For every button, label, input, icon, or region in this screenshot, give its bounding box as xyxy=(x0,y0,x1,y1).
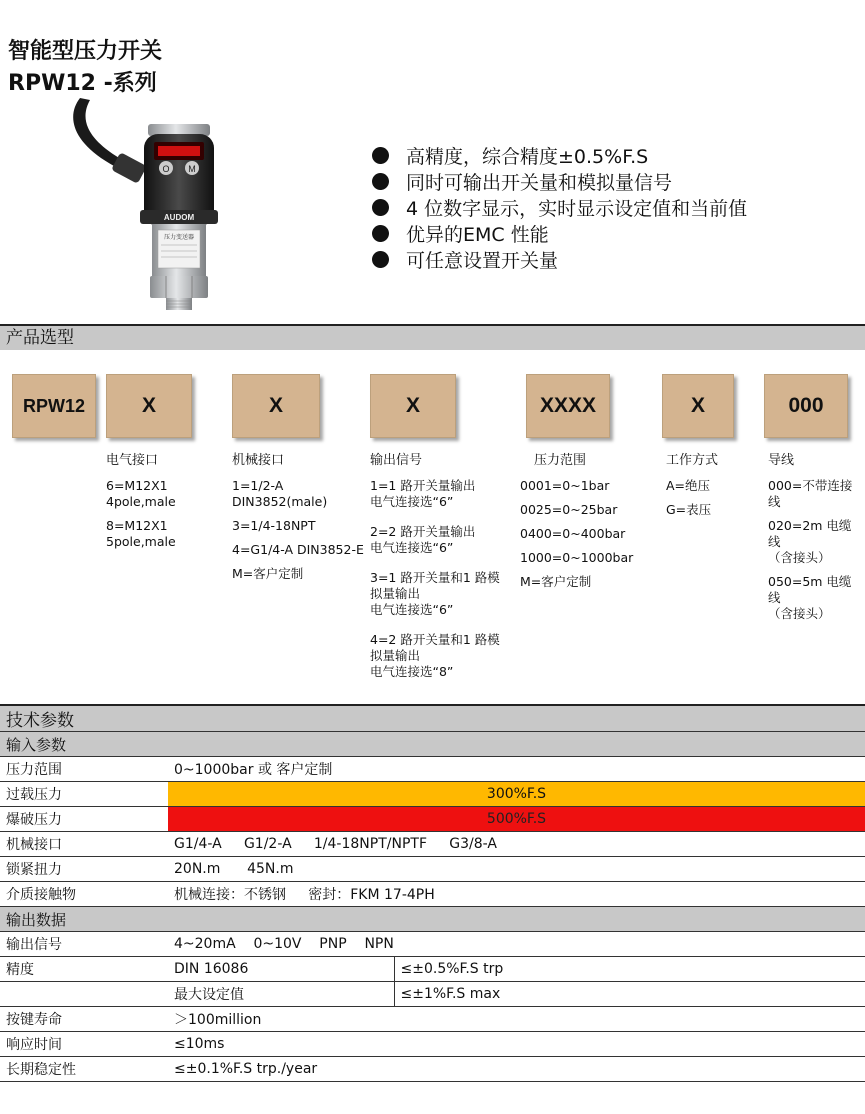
option-column-head: 工作方式 xyxy=(666,453,719,468)
bullet-icon xyxy=(372,225,389,242)
option-item: 1000=0~1000bar xyxy=(520,550,634,565)
row-label: 按键寿命 xyxy=(0,1007,168,1032)
option-item: 0400=0~400bar xyxy=(520,526,626,541)
product-title: 智能型压力开关 xyxy=(8,39,163,64)
option-item: M=客户定制 xyxy=(520,574,592,589)
table-row xyxy=(0,757,865,782)
row-label: 爆破压力 xyxy=(0,807,168,832)
row-label: 过载压力 xyxy=(0,782,168,807)
row-value: 4~20mA 0~10V PNP NPN xyxy=(168,932,865,957)
option-column-mechanical xyxy=(232,453,364,590)
feature-item: 4 位数字显示，实时显示设定值和当前值 xyxy=(372,194,747,220)
feature-item: 可任意设置开关量 xyxy=(372,246,747,272)
option-item: 1=1/2-A DIN3852(male) xyxy=(232,478,328,509)
option-item: 0001=0~1bar xyxy=(520,478,610,493)
output-section-title: 输出数据 xyxy=(0,907,865,932)
row-label: 精度 xyxy=(0,957,168,982)
option-item: 2=2 路开关量输出 电气连接选“6” xyxy=(370,524,476,555)
option-item: 6=M12X1 4pole,male xyxy=(106,478,176,509)
setpoint-label: 最大设定值 xyxy=(168,982,394,1007)
bullet-icon xyxy=(372,147,389,164)
option-column-head: 输出信号 xyxy=(370,453,423,468)
accuracy-standard: DIN 16086 xyxy=(168,957,394,982)
accuracy-value: ≤±0.5%F.S trp xyxy=(394,957,865,982)
table-row xyxy=(0,807,865,832)
row-value: ＞100million xyxy=(168,1007,865,1032)
option-column-mode xyxy=(666,453,756,526)
option-column-head: 导线 xyxy=(768,453,795,468)
burst-value: 500%F.S xyxy=(168,807,865,832)
row-value: 20N.m 45N.m xyxy=(168,857,865,882)
series-title: RPW12 -系列 xyxy=(8,71,157,96)
row-value: 0~1000bar 或 客户定制 xyxy=(168,757,865,782)
table-row xyxy=(0,882,865,907)
code-box-series: RPW12 xyxy=(12,374,96,438)
option-column-electrical xyxy=(106,453,226,558)
output-subheader-row xyxy=(0,907,865,932)
table-row xyxy=(0,832,865,857)
option-item: 4=2 路开关量和1 路模 拟量输出 电气连接选“8” xyxy=(370,632,500,679)
feature-item: 高精度，综合精度±0.5%F.S xyxy=(372,142,747,168)
option-item: 0025=0~25bar xyxy=(520,502,618,517)
feature-list xyxy=(372,142,747,272)
row-label: 响应时间 xyxy=(0,1032,168,1057)
row-label: 机械接口 xyxy=(0,832,168,857)
option-column-output xyxy=(370,453,520,688)
tech-section-title: 技术参数 xyxy=(0,705,865,732)
code-box-mechanical: X xyxy=(232,374,320,438)
table-row xyxy=(0,932,865,957)
option-item: 4=G1/4-A DIN3852-E xyxy=(232,542,364,557)
bullet-icon xyxy=(372,251,389,268)
overload-value: 300%F.S xyxy=(168,782,865,807)
row-label: 长期稳定性 xyxy=(0,1057,168,1082)
option-item: 1=1 路开关量输出 电气连接选“6” xyxy=(370,478,476,509)
setpoint-value: ≤±1%F.S max xyxy=(394,982,865,1007)
option-item: M=客户定制 xyxy=(232,566,304,581)
input-section-title: 输入参数 xyxy=(0,732,865,757)
row-label: 锁紧扭力 xyxy=(0,857,168,882)
code-box-electrical: X xyxy=(106,374,192,438)
option-item: A=绝压 xyxy=(666,478,711,493)
code-box-mode: X xyxy=(662,374,734,438)
tech-section-header-row xyxy=(0,705,865,732)
row-label: 压力范围 xyxy=(0,757,168,782)
option-item: 3=1/4-18NPT xyxy=(232,518,316,533)
brand-logo-text: AUDOM xyxy=(163,213,195,222)
option-column-cable xyxy=(768,453,863,630)
row-label: 输出信号 xyxy=(0,932,168,957)
option-item: 020=2m 电缆线 （含接头） xyxy=(768,518,852,565)
feature-item: 同时可输出开关量和模拟量信号 xyxy=(372,168,747,194)
selection-section-header: 产品选型 xyxy=(0,324,865,350)
tech-spec-table xyxy=(0,704,865,1082)
button-o-label: O xyxy=(162,164,170,174)
row-label: 介质接触物 xyxy=(0,882,168,907)
row-value: ≤10ms xyxy=(168,1032,865,1057)
row-label-empty xyxy=(0,982,168,1007)
row-value: 机械连接：不锈钢 密封：FKM 17-4PH xyxy=(168,882,865,907)
row-value: ≤±0.1%F.S trp./year xyxy=(168,1057,865,1082)
option-item: 000=不带连接 线 xyxy=(768,478,853,509)
feature-item: 优异的EMC 性能 xyxy=(372,220,747,246)
option-column-range xyxy=(520,453,650,598)
option-column-head: 机械接口 xyxy=(232,453,285,468)
bullet-icon xyxy=(372,173,389,190)
code-box-range: XXXX xyxy=(526,374,610,438)
option-item: G=表压 xyxy=(666,502,712,517)
pressure-switch-image xyxy=(66,98,226,312)
code-box-cable: 000 xyxy=(764,374,848,438)
option-item: 050=5m 电缆线 （含接头） xyxy=(768,574,852,621)
bullet-icon xyxy=(372,199,389,216)
table-row xyxy=(0,1032,865,1057)
code-box-output: X xyxy=(370,374,456,438)
table-row xyxy=(0,782,865,807)
input-subheader-row xyxy=(0,732,865,757)
option-column-head: 电气接口 xyxy=(106,453,159,468)
housing-label-text: 压力变送器 xyxy=(163,234,195,241)
option-column-head: 压力范围 xyxy=(534,453,587,468)
table-row xyxy=(0,1007,865,1032)
option-item: 3=1 路开关量和1 路模 拟量输出 电气连接选“6” xyxy=(370,570,500,617)
table-row xyxy=(0,957,865,982)
table-row xyxy=(0,1057,865,1082)
table-row xyxy=(0,857,865,882)
table-row xyxy=(0,982,865,1007)
row-value: G1/4-A G1/2-A 1/4-18NPT/NPTF G3/8-A xyxy=(168,832,865,857)
option-item: 8=M12X1 5pole,male xyxy=(106,518,176,549)
button-m-label: M xyxy=(188,164,196,174)
